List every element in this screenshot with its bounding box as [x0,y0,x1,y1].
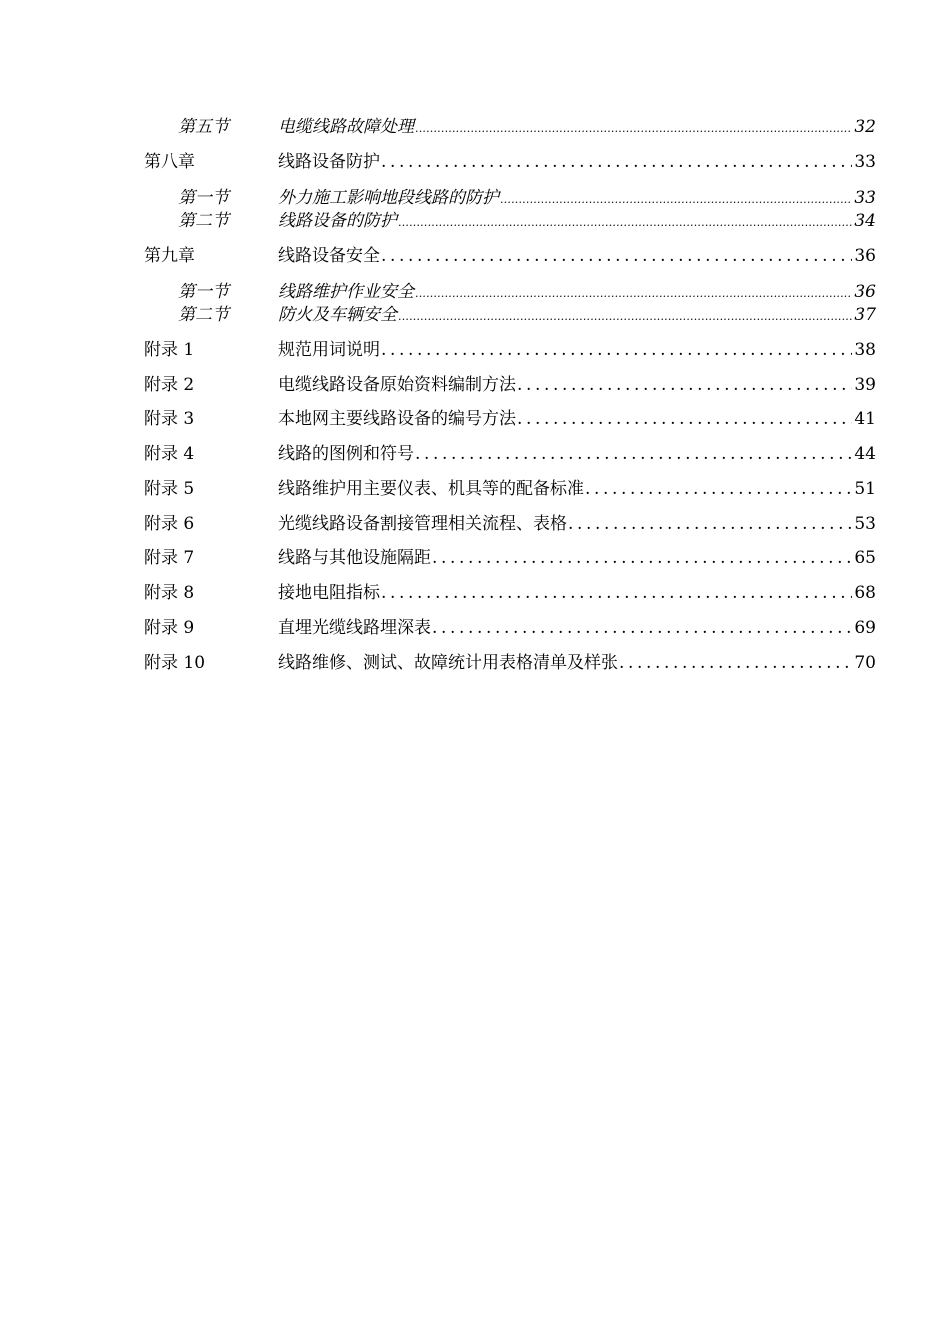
toc-dot-leader [381,336,852,364]
toc-dot-leader [432,614,852,642]
toc-dot-leader [568,510,852,538]
toc-entry-page: 39 [854,375,876,395]
toc-entry-label: 附录 2 [144,375,195,395]
toc-dot-leader [398,305,852,329]
toc-entry-title: 电缆线路故障处理 [278,117,414,137]
toc-entry-title: 直埋光缆线路埋深表 [278,618,431,638]
toc-entry-page: 37 [854,305,876,325]
toc-entry-appendix[interactable] [0,649,950,677]
toc-entry-label: 附录 8 [144,583,195,603]
toc-entry-page: 41 [854,409,876,429]
toc-entry-page: 38 [854,340,876,360]
toc-entry-label: 附录 5 [144,479,195,499]
toc-entry-label: 附录 10 [144,653,206,673]
toc-entry-appendix[interactable] [0,579,950,607]
toc-dot-leader [381,242,852,270]
toc-entry-label: 附录 7 [144,548,195,568]
toc-entry-title: 线路设备防护 [278,152,380,172]
toc-dot-leader [398,211,852,235]
toc-entry-label: 附录 1 [144,340,195,360]
toc-entry-title: 电缆线路设备原始资料编制方法 [278,375,516,395]
toc-entry-appendix[interactable] [0,371,950,399]
toc-dot-leader [415,117,852,141]
toc-entry-title: 线路设备安全 [278,246,380,266]
toc-entry-title: 外力施工影响地段线路的防护 [278,188,499,208]
toc-entry-appendix[interactable] [0,614,950,642]
toc-entry-appendix[interactable] [0,440,950,468]
toc-entry-page: 65 [854,548,876,568]
toc-dot-leader [432,544,852,572]
toc-entry-page: 53 [854,514,876,534]
toc-entry-label: 第八章 [144,152,195,172]
toc-entry-page: 36 [854,246,876,266]
toc-entry-section[interactable] [0,301,950,329]
toc-dot-leader [415,440,852,468]
toc-entry-label: 附录 6 [144,514,195,534]
toc-dot-leader [517,405,852,433]
toc-entry-page: 32 [854,117,876,137]
toc-entry-label: 第一节 [178,188,229,208]
toc-entry-appendix[interactable] [0,510,950,538]
toc-dot-leader [585,475,852,503]
toc-entry-label: 附录 9 [144,618,195,638]
toc-entry-title: 线路维修、测试、故障统计用表格清单及样张 [278,653,618,673]
toc-entry-page: 34 [854,211,876,231]
toc-entry-page: 33 [854,188,876,208]
toc-entry-label: 第二节 [178,211,229,231]
toc-entry-appendix[interactable] [0,475,950,503]
toc-entry-appendix[interactable] [0,405,950,433]
toc-dot-leader [517,371,852,399]
toc-entry-label: 第二节 [178,305,229,325]
toc-entry-title: 线路维护作业安全 [278,282,414,302]
toc-entry-title: 规范用词说明 [278,340,380,360]
toc-entry-title: 防火及车辆安全 [278,305,397,325]
toc-entry-title: 线路设备的防护 [278,211,397,231]
toc-entry-page: 33 [854,152,876,172]
toc-entry-page: 51 [854,479,876,499]
toc-dot-leader [381,148,852,176]
toc-entry-appendix[interactable] [0,336,950,364]
toc-dot-leader [381,579,852,607]
toc-entry-section[interactable] [0,207,950,235]
toc-entry-title: 线路维护用主要仪表、机具等的配备标准 [278,479,584,499]
toc-entry-chapter[interactable] [0,242,950,270]
toc-entry-title: 光缆线路设备割接管理相关流程、表格 [278,514,567,534]
toc-dot-leader [619,649,852,677]
toc-entry-chapter[interactable] [0,148,950,176]
toc-entry-label: 附录 4 [144,444,195,464]
toc-entry-appendix[interactable] [0,544,950,572]
toc-entry-title: 线路的图例和符号 [278,444,414,464]
toc-entry-page: 69 [854,618,876,638]
toc-entry-label: 第一节 [178,282,229,302]
toc-entry-label: 第五节 [178,117,229,137]
toc-entry-label: 附录 3 [144,409,195,429]
toc-entry-title: 线路与其他设施隔距 [278,548,431,568]
toc-entry-page: 68 [854,583,876,603]
toc-entry-title: 接地电阻指标 [278,583,380,603]
toc-entry-title: 本地网主要线路设备的编号方法 [278,409,516,429]
toc-entry-page: 36 [854,282,876,302]
toc-entry-page: 44 [854,444,876,464]
toc-entry-section[interactable] [0,113,950,141]
toc-entry-page: 70 [854,653,876,673]
toc-entry-label: 第九章 [144,246,195,266]
